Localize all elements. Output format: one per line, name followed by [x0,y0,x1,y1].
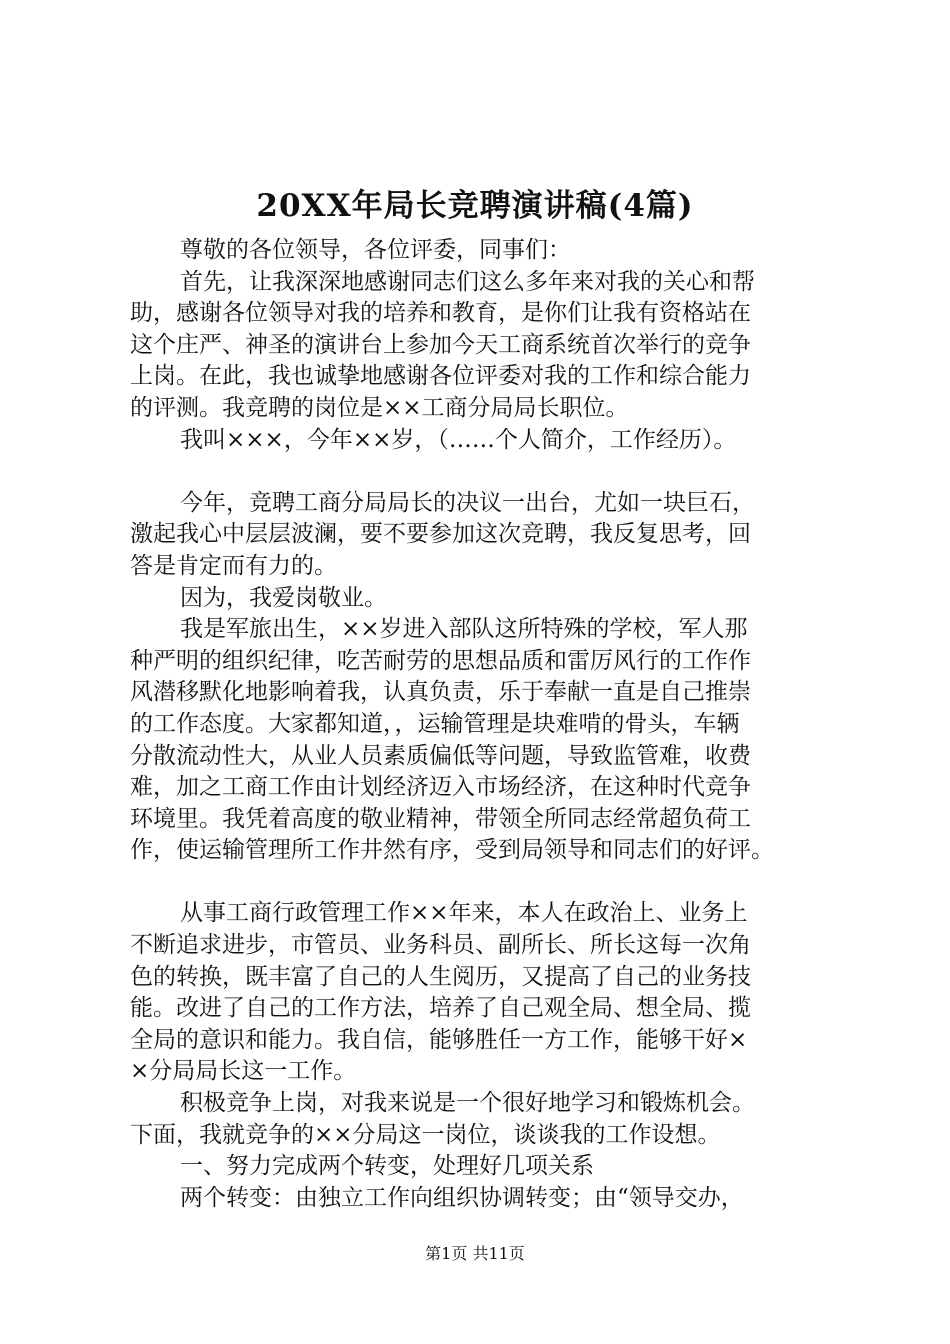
document-body [130,235,830,1214]
page-footer: 第1页 共11页 [425,1244,525,1263]
text-line: 助，感谢各位领导对我的培养和教育，是你们让我有资格站在 [130,300,751,327]
text-line: 激起我心中层层波澜，要不要参加这次竞聘，我反复思考，回 [130,521,751,548]
text-line: 积极竞争上岗，对我来说是一个很好地学习和锻炼机会。 [180,1090,755,1117]
text-line: 的评测。我竞聘的岗位是××工商分局局长职位。 [130,394,629,421]
text-line: 分散流动性大，从业人员素质偏低等问题，导致监管难，收费 [130,742,751,769]
text-line: 风潜移默化地影响着我，认真负责，乐于奉献一直是自己推崇 [130,679,751,706]
text-line: 上岗。在此，我也诚挚地感谢各位评委对我的工作和综合能力 [130,363,751,390]
paragraph-gap [130,456,830,488]
text-line: 今年，竞聘工商分局局长的决议一出台，尤如一块巨石， [180,489,755,516]
text-line: 环境里。我凭着高度的敬业精神，带领全所同志经常超负荷工 [130,805,751,832]
text-line: 这个庄严、神圣的演讲台上参加今天工商系统首次举行的竞争 [130,331,751,358]
text-line: 种严明的组织纪律，吃苦耐劳的思想品质和雷厉风行的工作作 [130,647,751,674]
text-line: 我是军旅出生，××岁进入部队这所特殊的学校，军人那 [180,616,748,643]
text-line: 下面，我就竞争的××分局这一岗位，谈谈我的工作设想。 [130,1121,721,1148]
text-line: 两个转变：由独立工作向组织协调转变；由“领导交办， [180,1184,744,1211]
text-line: ×分局局长这一工作。 [130,1058,357,1085]
text-line: 一、努力完成两个转变，处理好几项关系 [180,1153,594,1180]
text-line: 的工作态度。大家都知道，，运输管理是块难啃的骨头，车辆 [130,710,740,737]
text-line: 全局的意识和能力。我自信，能够胜任一方工作，能够干好× [130,1026,748,1053]
text-line: 难，加之工商工作由计划经济迈入市场经济，在这种时代竞争 [130,774,751,801]
text-line: 因为，我爱岗敬业。 [180,584,387,611]
text-line: 从事工商行政管理工作××年来，本人在政治上、业务上 [180,900,748,927]
text-line: 不断追求进步，市管员、业务科员、副所长、所长这每一次角 [130,932,751,959]
text-line: 作，使运输管理所工作井然有序，受到局领导和同志们的好评。 [130,837,774,864]
text-line: 色的转换，既丰富了自己的人生阅历，又提高了自己的业务技 [130,963,751,990]
document-title: 20XX年局长竞聘演讲稿(4篇) [256,188,694,224]
text-line: 答是肯定而有力的。 [130,552,337,579]
paragraph-gap [130,867,830,899]
text-line: 首先，让我深深地感谢同志们这么多年来对我的关心和帮 [180,268,755,295]
text-line: 尊敬的各位领导，各位评委，同事们： [180,237,571,263]
text-line: 我叫×××，今年××岁，（……个人简介，工作经历）。 [180,426,737,453]
text-line: 能。改进了自己的工作方法，培养了自己观全局、想全局、揽 [130,995,751,1022]
